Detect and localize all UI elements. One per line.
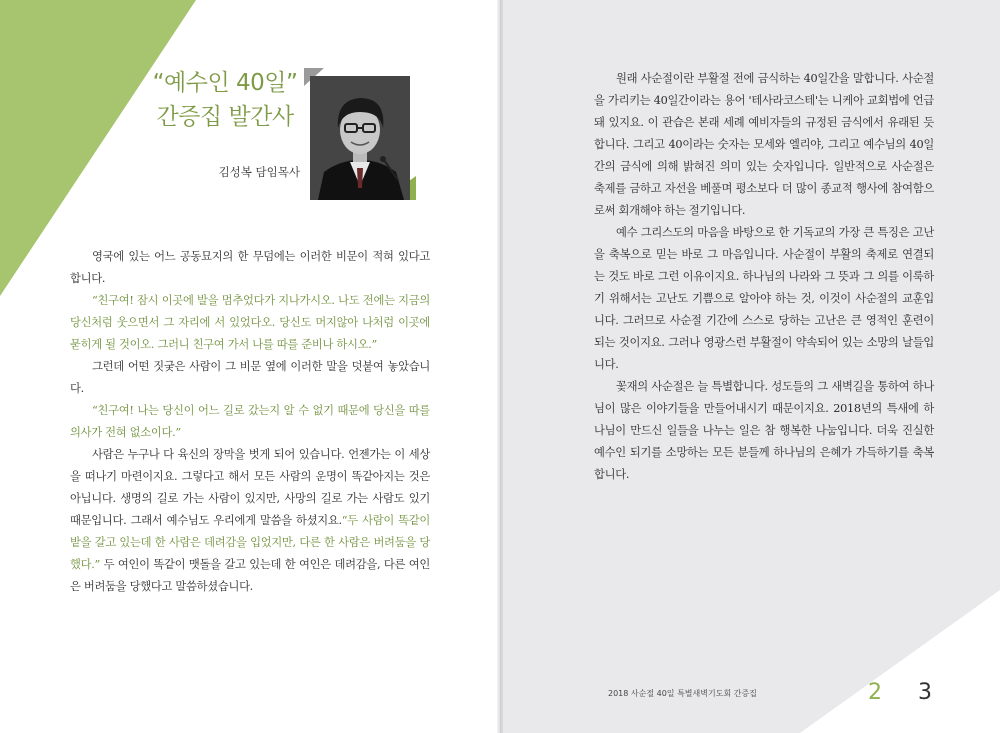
author-name: 김성복 담임목사 <box>218 165 300 179</box>
book-gutter <box>497 0 503 733</box>
paragraph: 꽃재의 사순절은 늘 특별합니다. 성도들의 그 새벽길을 통하여 하나님이 많은 이야기들을 만들어내시기 때문이지요. 2018년의 특새에 하나님이 만드신 일들을 나누는 일은 참 행복한 나눔입니다. 더욱 진실한 예수인 되기를 소망하는 모든 분들께 하나님의 은혜가 가득하기를 축복합니다. <box>594 380 934 481</box>
reply-quote: “친구여! 나는 당신이 어느 길로 갔는지 알 수 없기 때문에 당신을 따를 의사가 전혀 없소이다.” <box>70 404 430 439</box>
epitaph-quote: “친구여! 잠시 이곳에 발을 멈추었다가 지나가시오. 나도 전에는 지금의 당신처럼 웃으면서 그 자리에 서 있었다오. 당신도 머지않아 나처럼 이곳에 묻히게 될 것이오. 그러니 친구여 가서 나를 따를 준비나 하시오.” <box>70 294 430 351</box>
paragraph <box>70 444 430 598</box>
author-portrait <box>310 76 410 200</box>
left-body-text <box>70 246 430 598</box>
page-number-right: 3 <box>918 680 932 705</box>
paragraph-text-end: 두 여인이 똑같이 맷돌을 갈고 있는데 한 여인은 데려감을, 다른 여인은 버려둠을 당했다고 말씀하셨습니다. <box>70 558 430 593</box>
paragraph: 그런데 어떤 짓궂은 사람이 그 비문 옆에 이러한 말을 덧붙여 놓았습니다. <box>70 360 430 395</box>
paragraph: 원래 사순절이란 부활절 전에 금식하는 40일간을 말합니다. 사순절을 가리키는 40일간이라는 용어 '테사라코스테'는 니케아 교회법에 언급돼 있지요. 이 관습은 본래 세례 예비자들의 규정된 금식에서 유래된 듯합니다. 그리고 40이라는 숫자는 모세와 엘리야, 그리고 예수님의 40일간의 금식에 의해 밝혀진 의미 있는 숫자입니다. 일반적으로 사순절은 축제를 금하고 자선을 베풀며 평소보다 더 많이 종교적 행사에 참여함으로써 회개해야 하는 절기입니다. <box>594 72 934 217</box>
paragraph: 영국에 있는 어느 공동묘지의 한 무덤에는 이러한 비문이 적혀 있다고 합니다. <box>70 250 430 285</box>
scripture-quote: “두 사람이 똑같이 밭을 갈고 있는데 한 사람은 데려감을 입었지만, 다른 한 사람은 버려둠을 당했다.” <box>70 514 430 571</box>
right-body-text <box>594 68 934 486</box>
page-number-left: 2 <box>868 680 882 705</box>
portrait-image <box>310 76 410 200</box>
title-line-2: 간증집 발간사 <box>156 104 294 130</box>
paragraph-text: 사람은 누구나 다 육신의 장막을 벗게 되어 있습니다. 언젠가는 이 세상을 떠나기 마련이지요. 그렇다고 해서 모든 사람의 운명이 똑같아지는 것은 아닙니다. 생명의 길로 가는 사람이 있지만, 사망의 길로 가는 사람도 있기 때문입니다. 그래서 예수님도 우리에게 말씀을 하셨지요. <box>70 448 430 527</box>
corner-white-triangle <box>800 590 1000 733</box>
title-line-1: “예수인 40일” <box>152 70 298 96</box>
paragraph: 예수 그리스도의 마음을 바탕으로 한 기독교의 가장 큰 특징은 고난을 축복으로 믿는 바로 그 마음입니다. 사순절이 부활의 축제로 연결되는 것도 바로 그런 이유이지요. 하나님의 나라와 그 뜻과 그 의를 이룩하기 위해서는 고난도 기쁨으로 알아야 하는 것, 이것이 사순절의 교훈입니다. 그러므로 사순절 기간에 스스로 당하는 고난은 큰 영적인 훈련이 되는 것이지요. 그러나 영광스런 부활절이 약속되어 있는 소망의 날들입니다. <box>594 226 934 371</box>
footer-book-title: 2018 사순절 40일 특별새벽기도회 간증집 <box>608 689 757 698</box>
